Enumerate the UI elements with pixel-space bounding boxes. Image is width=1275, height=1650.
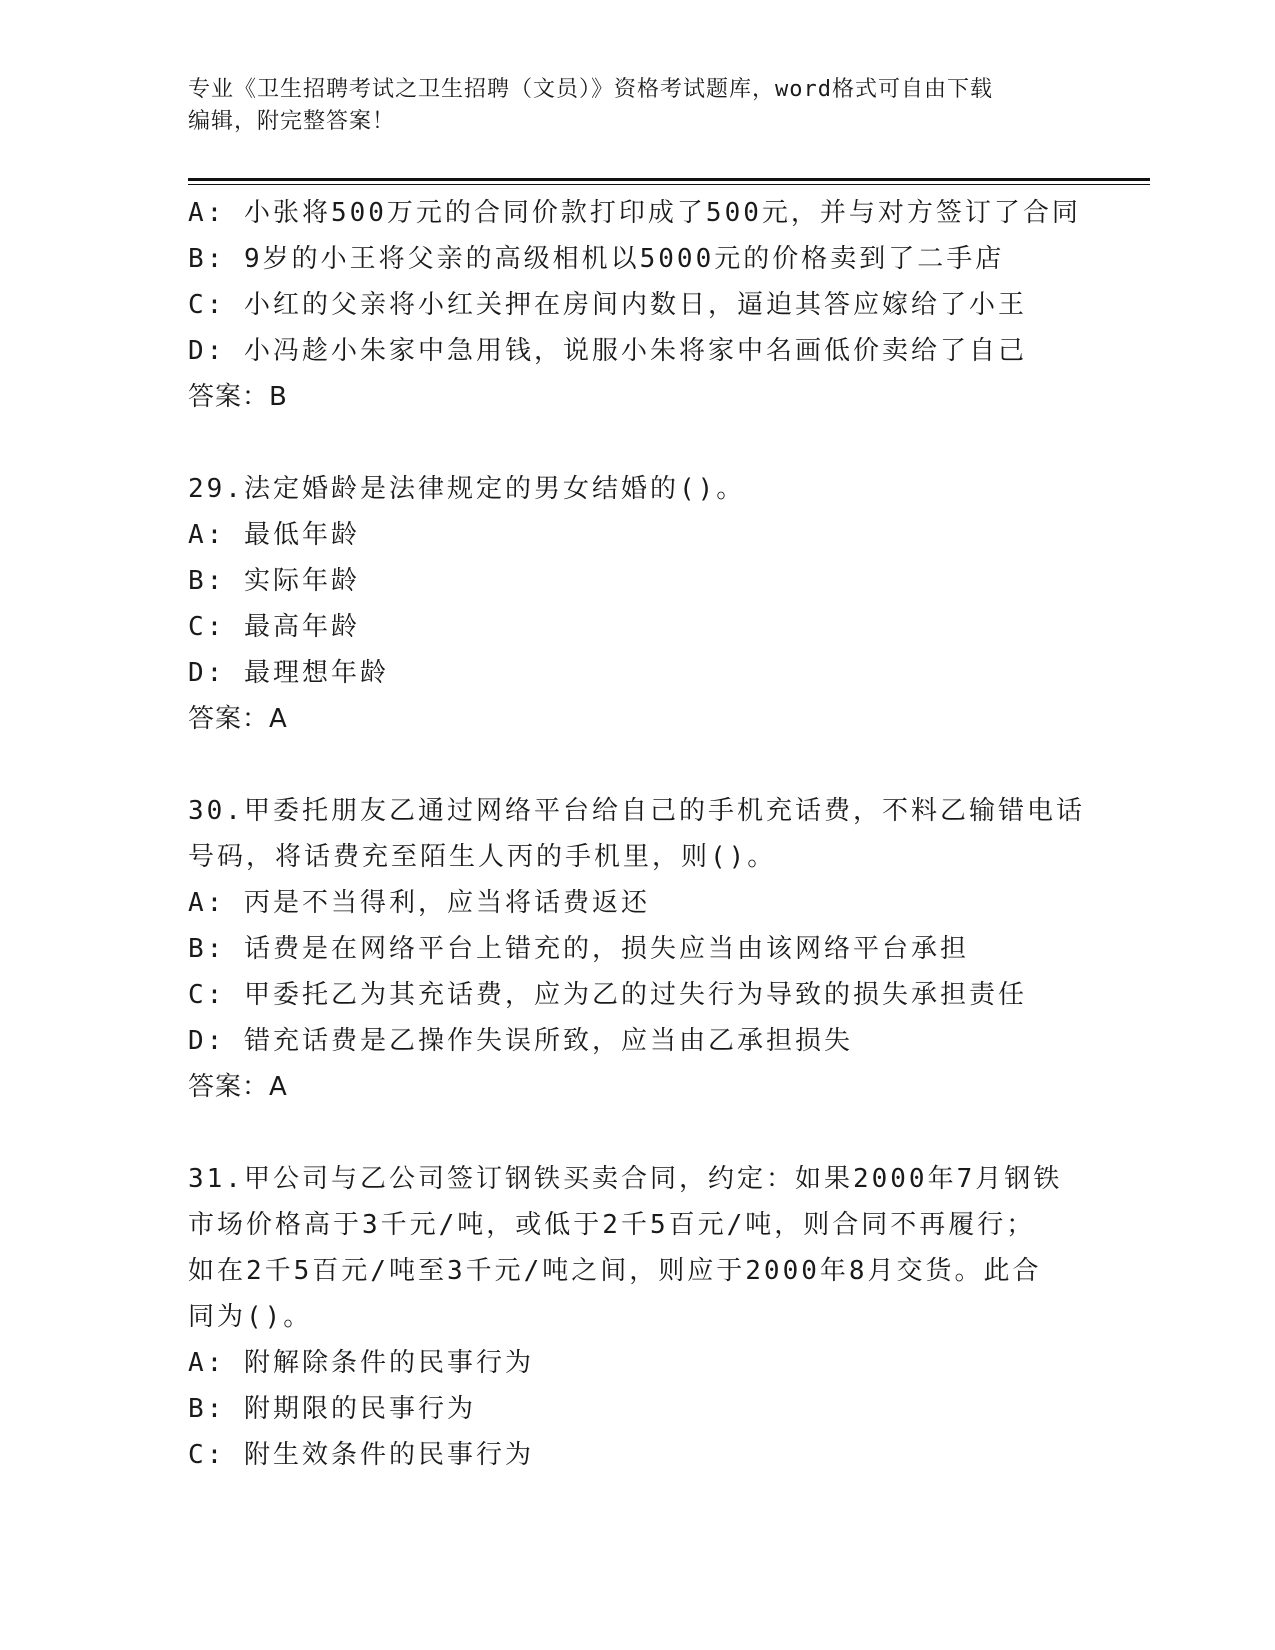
question-list [188,190,1128,1478]
option-d: D: 错充话费是乙操作失误所致，应当由乙承担损失 [188,1026,853,1056]
header-divider-thick [188,178,1150,181]
option-a: A: 附解除条件的民事行为 [188,1348,534,1378]
answer-line: 答案：B [188,382,288,412]
option-b: B: 9岁的小王将父亲的高级相机以5000元的价格卖到了二手店 [188,244,1005,274]
option-a: A: 小张将500万元的合同价款打印成了500元，并与对方签订了合同 [188,198,1081,228]
option-a: A: 最低年龄 [188,520,360,550]
option-c: C: 小红的父亲将小红关押在房间内数日，逼迫其答应嫁给了小王 [188,290,1027,320]
question-stem: 31.甲公司与乙公司签订钢铁买卖合同，约定：如果2000年7月钢铁 [188,1164,1063,1194]
option-d: D: 最理想年龄 [188,658,389,688]
question-spacer [188,420,1128,466]
question-stem: 号码，将话费充至陌生人丙的手机里，则()。 [188,842,777,872]
question-29 [188,466,1128,742]
header-line-2: 编辑，附完整答案！ [188,109,396,134]
option-c: C: 附生效条件的民事行为 [188,1440,534,1470]
question-stem: 市场价格高于3千元/吨，或低于2千5百元/吨，则合同不再履行； [188,1210,1036,1240]
answer-line: 答案：A [188,704,288,734]
question-spacer [188,1110,1128,1156]
question-31 [188,1156,1128,1478]
question-spacer [188,742,1128,788]
question-30 [188,788,1128,1110]
option-d: D: 小冯趁小朱家中急用钱，说服小朱将家中名画低价卖给了自己 [188,336,1027,366]
option-b: B: 实际年龄 [188,566,360,596]
option-b: B: 附期限的民事行为 [188,1394,476,1424]
option-a: A: 丙是不当得利，应当将话费返还 [188,888,650,918]
option-c: C: 甲委托乙为其充话费，应为乙的过失行为导致的损失承担责任 [188,980,1027,1010]
header-divider-thin [188,184,1150,185]
option-b: B: 话费是在网络平台上错充的，损失应当由该网络平台承担 [188,934,969,964]
question-stem: 如在2千5百元/吨至3千元/吨之间，则应于2000年8月交货。此合 [188,1256,1042,1286]
header-line-1: 专业《卫生招聘考试之卫生招聘（文员）》资格考试题库，word格式可自由下载 [188,77,993,102]
option-c: C: 最高年龄 [188,612,360,642]
document-header [188,74,1088,138]
question-28 [188,190,1128,420]
answer-line: 答案：A [188,1072,288,1102]
question-stem: 29.法定婚龄是法律规定的男女结婚的()。 [188,474,746,504]
question-stem: 30.甲委托朋友乙通过网络平台给自己的手机充话费，不料乙输错电话 [188,796,1085,826]
question-stem: 同为()。 [188,1302,313,1332]
